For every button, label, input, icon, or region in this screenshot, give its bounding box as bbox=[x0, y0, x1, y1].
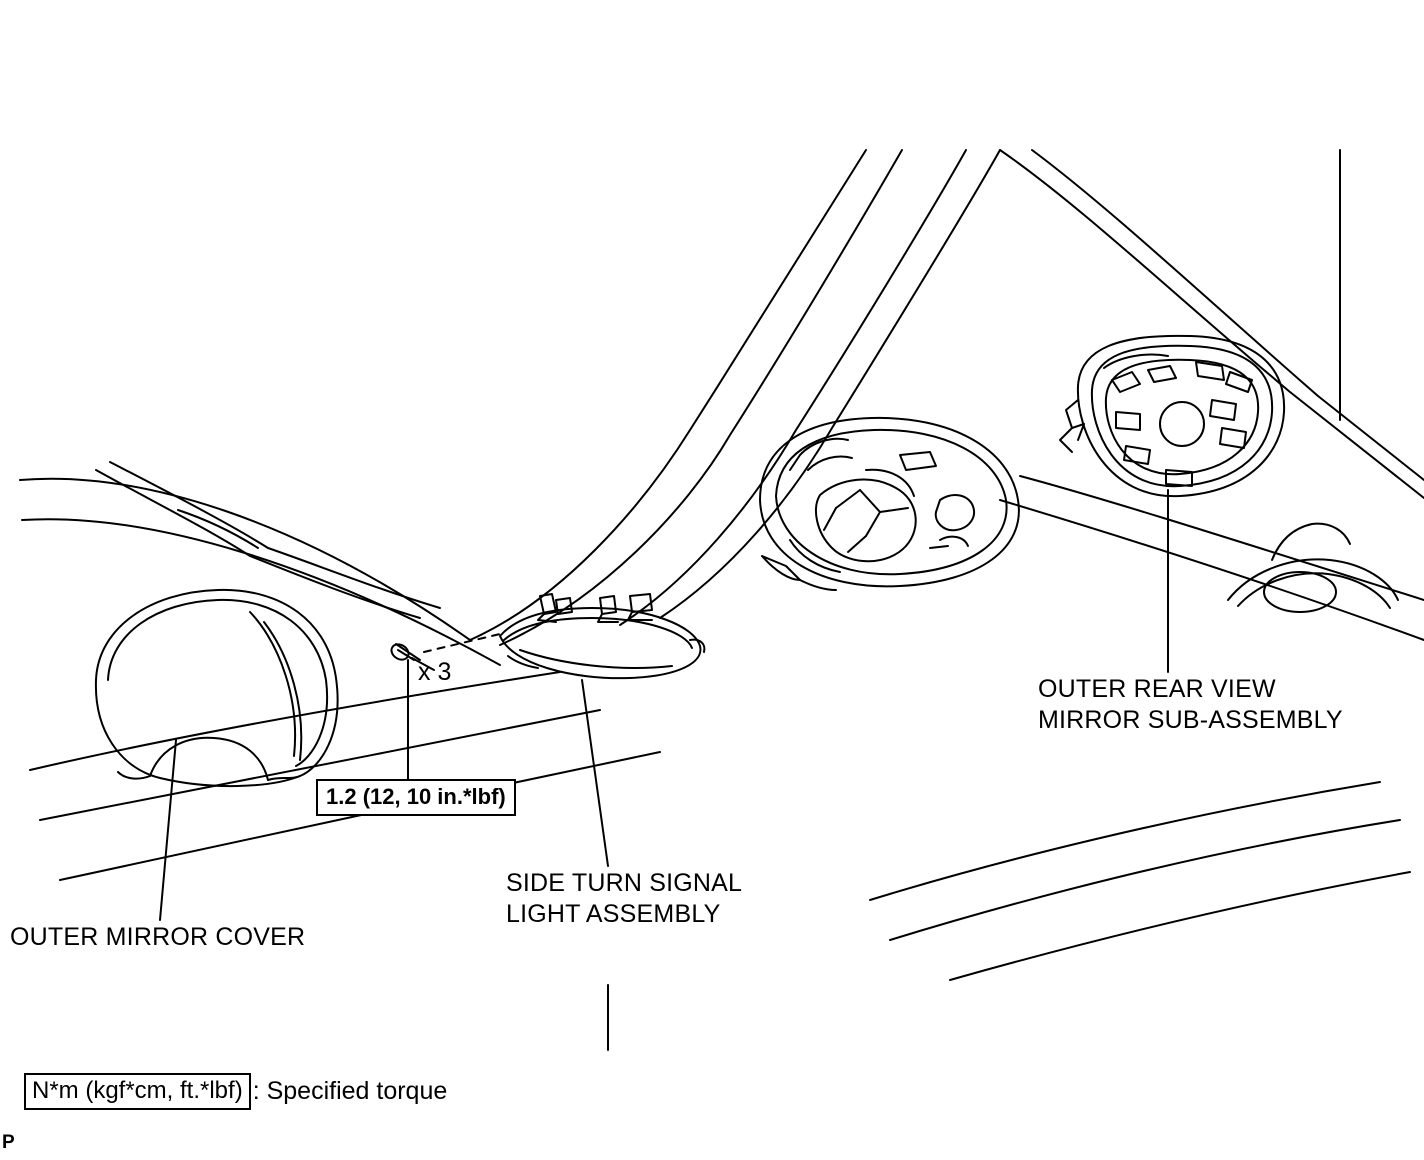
screw-installation-axis bbox=[424, 634, 500, 652]
outer-rear-view-mirror-sub-assembly-art bbox=[1060, 336, 1284, 496]
torque-legend-key: N*m (kgf*cm, ft.*lbf) bbox=[24, 1073, 251, 1110]
label-side-turn-signal-light-assembly-line1: SIDE TURN SIGNAL bbox=[506, 869, 743, 897]
page-mark: P bbox=[2, 1132, 15, 1153]
leader-side-turn-signal bbox=[582, 680, 608, 866]
screw-quantity-label: x 3 bbox=[418, 658, 452, 686]
label-outer-mirror-cover: OUTER MIRROR COVER bbox=[10, 923, 306, 951]
mirror-base-assembly bbox=[760, 418, 1019, 590]
torque-spec-box: 1.2 (12, 10 in.*lbf) bbox=[316, 779, 516, 816]
label-outer-rear-view-mirror-sub-assembly-line1: OUTER REAR VIEW bbox=[1038, 675, 1276, 703]
outer-mirror-cover-art bbox=[96, 590, 338, 786]
label-outer-rear-view-mirror-sub-assembly-line2: MIRROR SUB-ASSEMBLY bbox=[1038, 706, 1343, 734]
leader-outer-mirror-cover bbox=[160, 740, 176, 920]
torque-legend-text: : Specified torque bbox=[252, 1077, 448, 1105]
leader-lines bbox=[160, 490, 1168, 920]
label-side-turn-signal-light-assembly-line2: LIGHT ASSEMBLY bbox=[506, 900, 721, 928]
side-turn-signal-light-assembly-art bbox=[500, 594, 704, 678]
torque-legend bbox=[24, 1073, 447, 1110]
